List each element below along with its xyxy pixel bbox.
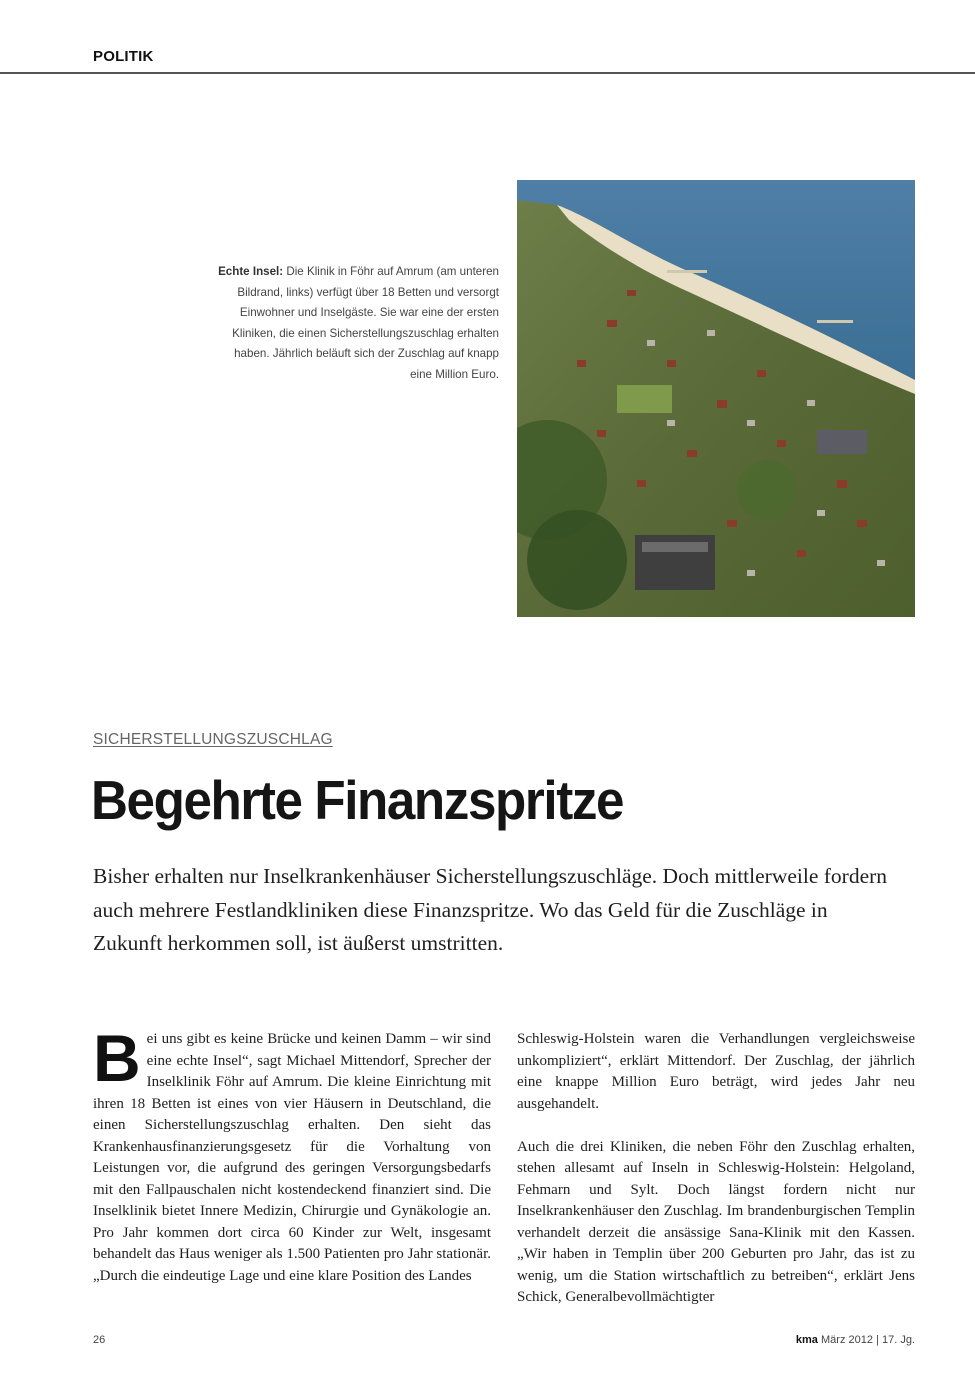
drop-cap: B — [93, 1021, 141, 1095]
caption-label: Echte Insel: — [218, 265, 284, 278]
aerial-photo — [517, 180, 915, 617]
section-label: POLITIK — [93, 48, 154, 65]
magazine-brand: kma — [795, 1334, 818, 1346]
footer-separator: | — [876, 1334, 879, 1346]
caption-text: Die Klinik in Föhr auf Amrum (am unteren Bildrand, links) verfügt über 18 Betten und versorgt Einwohner und Inselgäste. Sie war eine der ersten Kliniken, die einen Sicherstellungszuschlag erhalten haben. Jährlich beläuft sich der Zuschlag auf knapp eine Million Euro. — [232, 265, 499, 381]
body-paragraph — [93, 1021, 491, 1287]
body-column-right — [517, 1029, 915, 1309]
header-rule — [0, 72, 975, 74]
page-number: 26 — [93, 1334, 106, 1346]
body-column-left — [93, 1021, 491, 1287]
volume-number: 17. Jg. — [881, 1334, 915, 1346]
article-lead: Bisher erhalten nur Inselkrankenhäuser Sicherstellungszuschläge. Doch mittlerweile fordern auch mehrere Festlandkliniken diese Finanzspritze. Wo das Geld für die Zuschläge in Zukunft herkommen soll, ist äußerst umstritten. — [93, 864, 888, 955]
issue-date: März 2012 — [821, 1334, 873, 1346]
footer-issue-info — [796, 1334, 915, 1346]
photo-caption — [215, 262, 499, 386]
article-kicker: SICHERSTELLUNGSZUSCHLAG — [93, 731, 333, 748]
article-headline: Begehrte Finanzspritze — [91, 769, 624, 831]
body-paragraph: Auch die drei Kliniken, die neben Föhr den Zuschlag erhalten, stehen allesamt auf Inseln in Schleswig-Holstein: Helgoland, Fehmarn und Sylt. Doch längst fordern nicht nur Inselkrankenhäuser den Zuschlag. Im brandenburgischen Templin verhandelt derzeit die ansässige Sana-Klinik mit den Kassen. „Wir haben in Templin über 200 Geburten pro Jahr, das ist zu wenig, um die Station wirtschaftlich zu betreiben“, erklärt Jens Schick, Generalbevollmächtigter — [517, 1138, 915, 1305]
body-text: ei uns gibt es keine Brücke und keinen Damm – wir sind eine echte Insel“, sagt Michael Mittendorf, Sprecher der Inselklinik Föhr auf Amrum. Die kleine Einrichtung mit ihren 18 Betten ist eines von vier Häusern in Deutschland, die einen Sicherstellungszuschlag erhalten. Den sieht das Krankenhausfinanzierungsgesetz für die Vorhaltung von Leistungen vor, die aufgrund des geringen Versorgungsbedarfs mit den Fallpauschalen nicht kostendeckend finanziert sind. Die Inselklinik bietet Innere Medizin, Chirurgie und Gynäkologie an. Pro Jahr kommen dort circa 60 Kinder zur Welt, insgesamt behandelt das Haus weniger als 1.500 Patienten pro Jahr stationär. „Durch die eindeutige Lage und eine klare Position des Landes — [93, 1031, 491, 1284]
body-paragraph: Schleswig-Holstein waren die Verhandlungen vergleichsweise unkompliziert“, erklärt Mittendorf. Der Zuschlag, der jährlich eine knappe Million Euro beträgt, wird jedes Jahr neu ausgehandelt. — [517, 1031, 915, 1112]
